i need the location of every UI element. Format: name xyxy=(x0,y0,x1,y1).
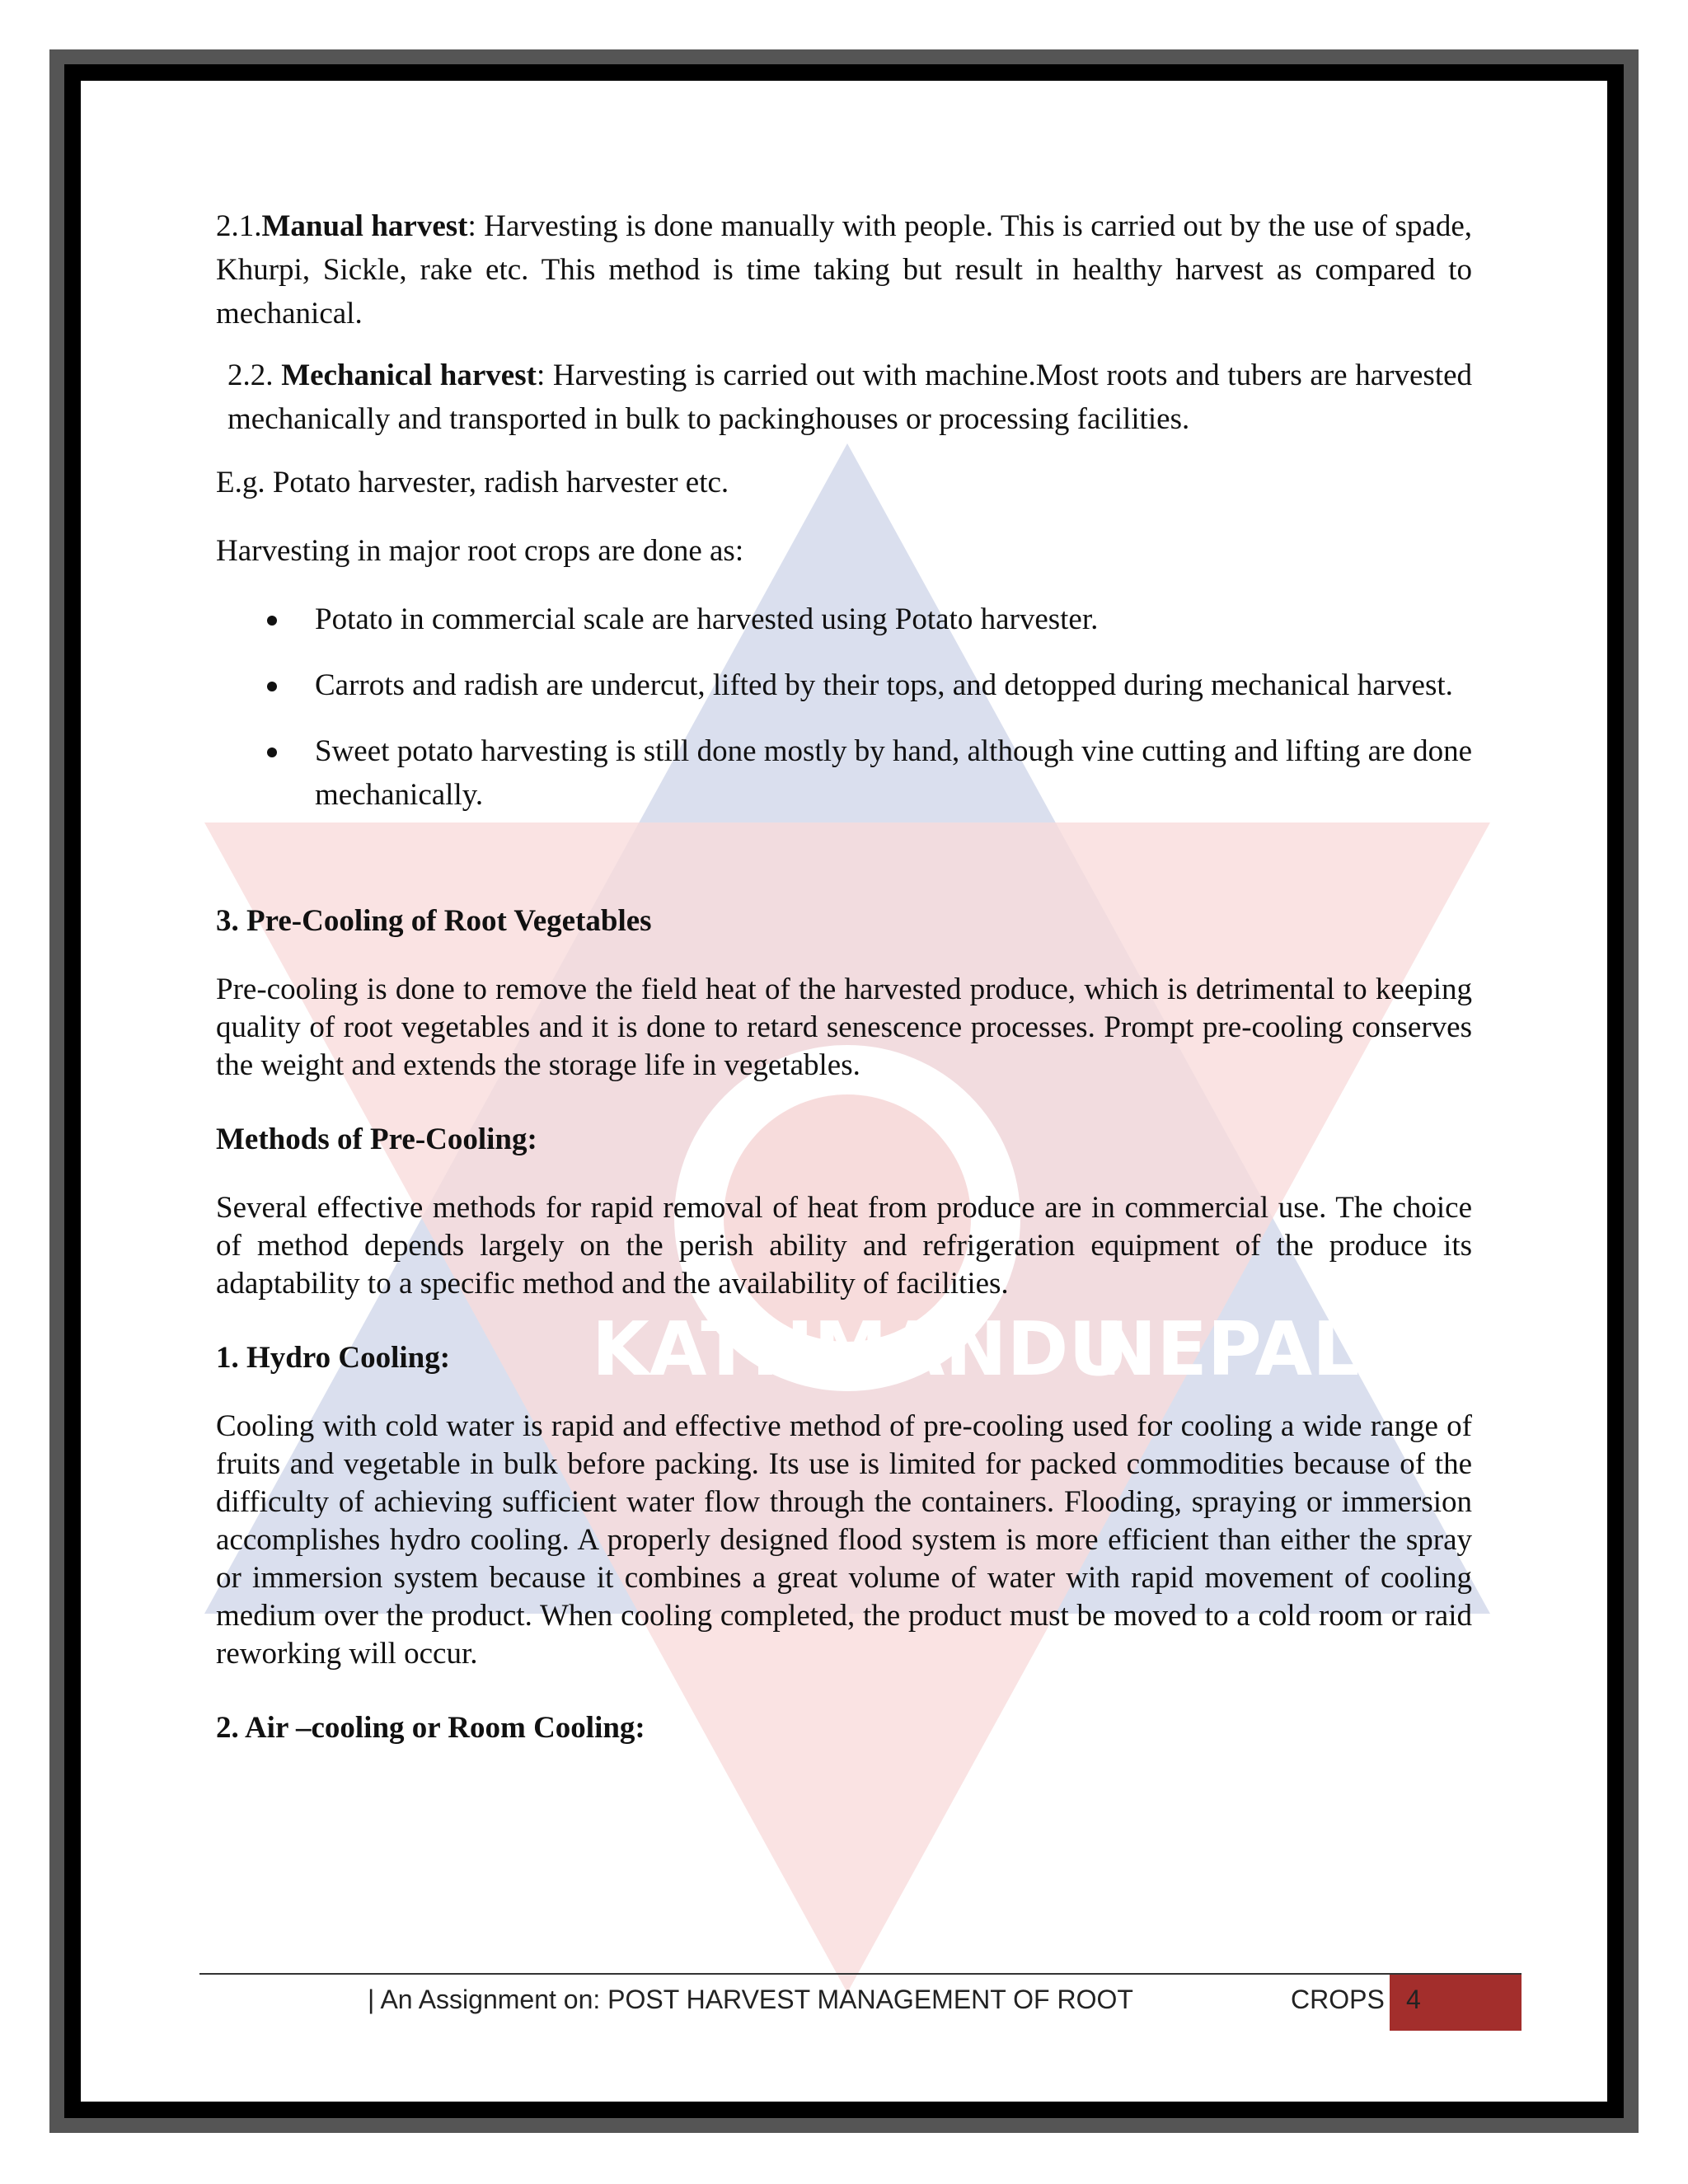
manual-harvest-term: Manual harvest xyxy=(261,209,468,243)
list-item xyxy=(216,663,1472,707)
mechanical-harvest-number: 2.2. xyxy=(227,359,282,392)
bullet-icon xyxy=(267,682,277,691)
watermark-right-text: NEPAL xyxy=(1095,1306,1360,1393)
paragraph-manual-harvest xyxy=(216,204,1472,335)
mechanical-harvest-term: Mechanical harvest xyxy=(281,359,537,392)
manual-harvest-text: : Harvesting is done manually with people. This is carried out by the use of spade, Khurpi, Sickle, rake etc. This method is time taking but result in healthy harvest as compared to mechanical. xyxy=(216,209,1473,330)
section-3-text: Pre-cooling is done to remove the field heat of the harvested produce, which is detrimental to keeping quality of root vegetables and it is done to retard senescence processes. Prompt pre-cooling conserves the weight and extends the storage life in vegetables. xyxy=(216,972,1472,1082)
bullet-icon xyxy=(267,616,277,626)
bullet-text: Potato in commercial scale are harvested using Potato harvester. xyxy=(315,602,1099,636)
bullet-text: Sweet potato harvesting is still done mostly by hand, although vine cutting and lifting are done mechanically. xyxy=(315,734,1472,812)
methods-heading: Methods of Pre-Cooling: xyxy=(216,1122,537,1156)
list-item xyxy=(216,598,1472,641)
hydro-cooling-heading: 1. Hydro Cooling: xyxy=(216,1341,451,1375)
bullet-icon xyxy=(267,748,277,757)
major-root-intro: Harvesting in major root crops are done as: xyxy=(216,534,744,568)
methods-text: Several effective methods for rapid removal of heat from produce are in commercial use. The choice of method depends largely on the perish ability and refrigeration equipment of the produce its adaptability to a specific method and the availability of facilities. xyxy=(216,1191,1472,1301)
section-3-heading: 3. Pre-Cooling of Root Vegetables xyxy=(216,904,652,938)
mechanical-harvest-text: : Harvesting is carried out with machine.Most roots and tubers are harvested mechanically and transported in bulk to packinghouses or processing facilities. xyxy=(227,359,1473,436)
list-item xyxy=(216,729,1472,817)
document-body xyxy=(216,204,1472,1750)
watermark-left-text: KATHMANDU xyxy=(592,1306,1129,1393)
footer-divider xyxy=(199,1973,1522,1975)
air-cooling-heading: 2. Air –cooling or Room Cooling: xyxy=(216,1711,645,1745)
document-page xyxy=(81,81,1607,2102)
paragraph-mechanical-harvest xyxy=(216,354,1472,441)
harvest-bullet-list xyxy=(216,598,1472,817)
bullet-text: Carrots and radish are undercut, lifted by their tops, and detopped during mechanical harvest. xyxy=(315,668,1453,702)
example-text: E.g. Potato harvester, radish harvester etc. xyxy=(216,466,729,499)
page-number: 4 xyxy=(1406,1985,1421,2014)
footer-title: | An Assignment on: POST HARVEST MANAGEMENT OF ROOT xyxy=(368,1985,1133,2014)
hydro-cooling-text: Cooling with cold water is rapid and effective method of pre-cooling used for cooling a wide range of fruits and vegetable in bulk before packing. Its use is limited for packed commodities because of the difficulty of achieving sufficient water flow through the containers. Flooding, spraying or immersion accomplishes hydro cooling. A properly designed flood system is more efficient than either the spray or immersion system because it combines a great volume of water with rapid movement of cooling medium over the product. When cooling completed, the product must be moved to a cold room or raid reworking will occur. xyxy=(216,1409,1472,1671)
footer-crops: CROPS xyxy=(1291,1985,1385,2014)
manual-harvest-number: 2.1. xyxy=(216,209,262,243)
